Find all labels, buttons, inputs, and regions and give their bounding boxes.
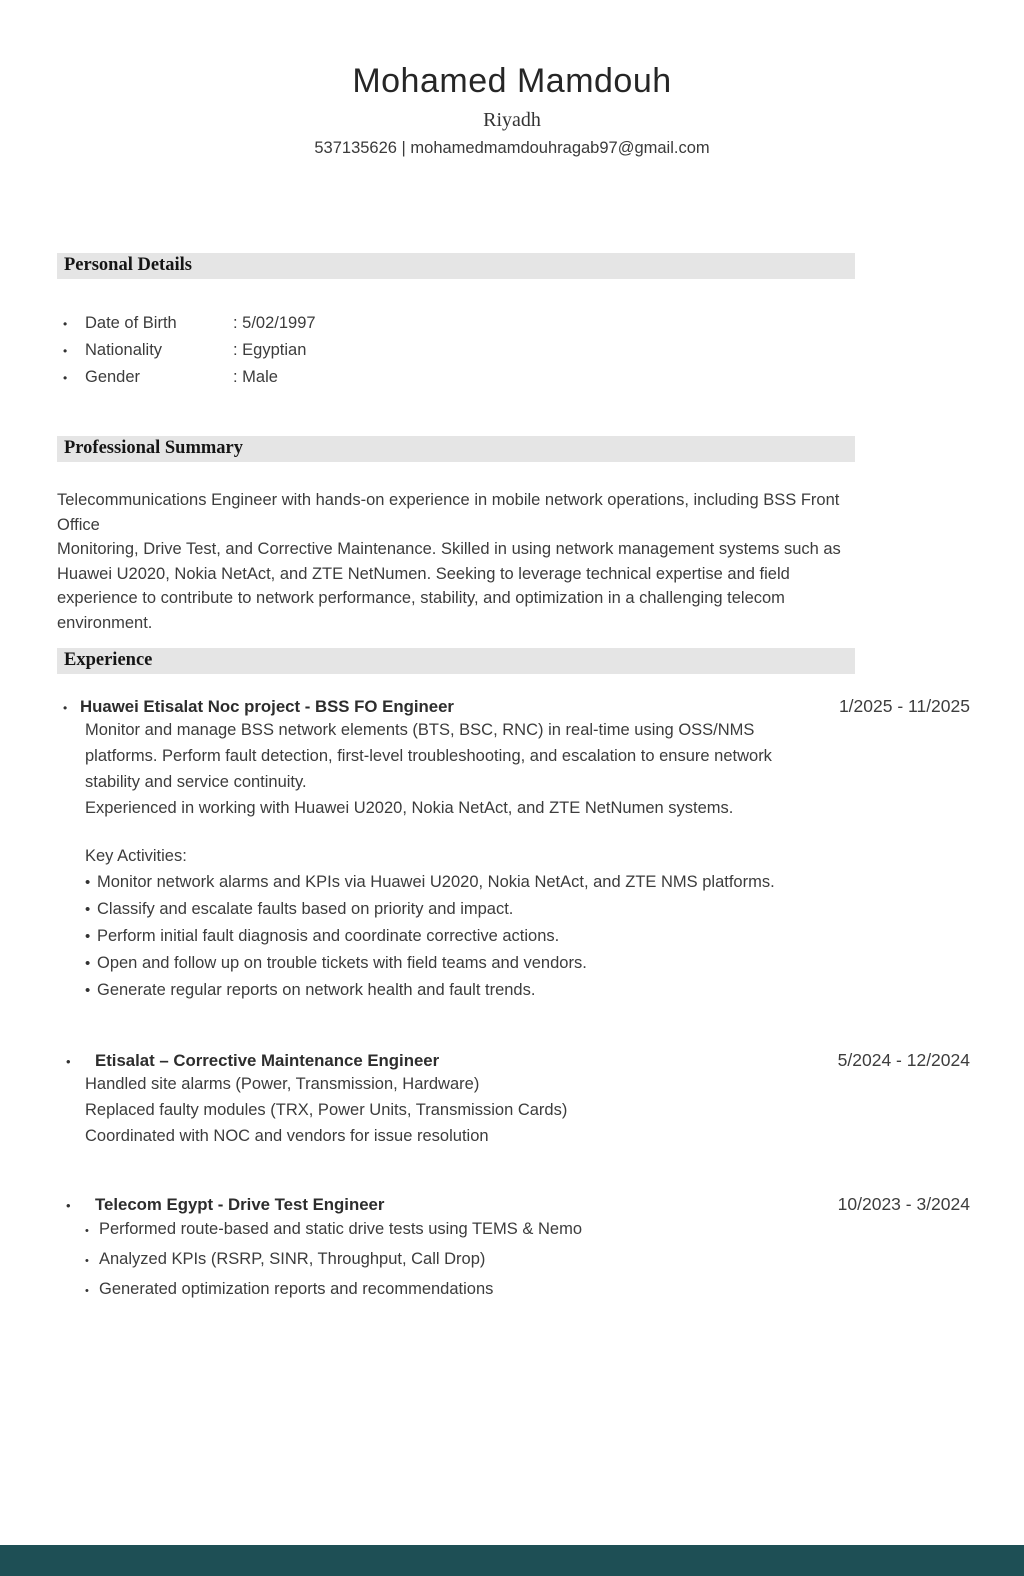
professional-summary-text [57,488,852,635]
detail-value: : 5/02/1997 [233,314,316,332]
job-paragraph: Monitor and manage BSS network elements (BTS, BSC, RNC) in real-time using OSS/NMS platforms. Perform fault detection, first-level troubleshooting, and escalation to ensure network stability and service continuity. [85,721,772,791]
bullet-icon: • [63,317,68,331]
job-title-row [57,1195,838,1215]
bullet-icon: • [63,344,68,358]
list-item [57,337,1024,364]
section-header-experience: Experience [57,648,855,674]
bullet-text: Open and follow up on trouble tickets with field teams and vendors. [97,954,587,972]
experience-entry [57,1050,970,1149]
list-item [85,950,815,977]
key-activities-label: Key Activities: [85,847,187,865]
list-item [57,310,1024,337]
personal-details-list [57,310,1024,391]
resume-header [0,0,1024,158]
bullet-icon: • [85,901,91,918]
resume-body [0,253,1024,1305]
list-item [85,1275,815,1305]
list-item [85,896,815,923]
detail-value: : Male [233,368,278,386]
candidate-location: Riyadh [483,109,541,131]
job-dates: 10/2023 - 3/2024 [837,1194,970,1214]
job-paragraph: Experienced in working with Huawei U2020, Nokia NetAct, and ZTE NetNumen systems. [85,799,734,817]
candidate-contact: 537135626 | mohamedmamdouhragab97@gmail.com [314,139,710,157]
bullet-icon: • [66,1054,71,1069]
bullet-icon: • [85,1285,89,1297]
experience-entry [57,696,970,1004]
job-title-row [57,1051,838,1071]
list-item [85,923,815,950]
job-title-row [57,697,839,717]
bullet-text: Classify and escalate faults based on priority and impact. [97,900,514,918]
bullet-icon: • [63,701,68,715]
section-header-professional-summary: Professional Summary [57,436,855,462]
candidate-name: Mohamed Mamdouh [352,62,672,100]
detail-value: : Egyptian [233,341,307,359]
bullet-text: Monitor network alarms and KPIs via Huawei U2020, Nokia NetAct, and ZTE NMS platforms. [97,873,775,891]
job-line: Coordinated with NOC and vendors for issue resolution [85,1127,489,1145]
job-header [57,1194,970,1215]
summary-paragraph: Telecommunications Engineer with hands-on experience in mobile network operations, including BSS Front Office [57,491,840,534]
list-item [85,869,815,896]
detail-label: Gender [85,368,141,386]
list-item [85,1245,815,1275]
job-body [85,717,815,1004]
bullet-icon: • [85,874,91,891]
job-line: Handled site alarms (Power, Transmission, Hardware) [85,1075,480,1093]
list-item [85,977,815,1004]
experience-entry [57,1194,970,1305]
job-title: Etisalat – Corrective Maintenance Engineer [95,1051,440,1070]
bullet-text: Generate regular reports on network health and fault trends. [97,981,536,999]
job-dates: 1/2025 - 11/2025 [838,696,970,716]
job-title: Huawei Etisalat Noc project - BSS FO Engineer [80,697,454,716]
section-header-personal-details: Personal Details [57,253,855,279]
bullet-icon: • [85,1255,89,1267]
key-activities-list [85,869,815,1004]
bullet-icon: • [63,371,68,385]
job-title: Telecom Egypt - Drive Test Engineer [95,1195,385,1214]
job-header [57,696,970,717]
job-body [85,1215,815,1305]
detail-label: Date of Birth [85,314,177,332]
bullet-text: Generated optimization reports and recommendations [99,1280,494,1298]
summary-paragraph: Monitoring, Drive Test, and Corrective Maintenance. Skilled in using network management systems such as Huawei U2020, Nokia NetAct, and ZTE NetNumen. Seeking to leverage technical expertise and field experience to contribute to network performance, stability, and optimization in a challenging telecom environment. [57,540,841,632]
job-line: Replaced faulty modules (TRX, Power Units, Transmission Cards) [85,1101,568,1119]
bullet-text: Perform initial fault diagnosis and coordinate corrective actions. [97,927,560,945]
job-header [57,1050,970,1071]
list-item [85,1215,815,1245]
bullet-icon: • [85,982,91,999]
job-dates: 5/2024 - 12/2024 [837,1050,970,1070]
bullet-icon: • [85,928,91,945]
bullet-text: Analyzed KPIs (RSRP, SINR, Throughput, Call Drop) [99,1250,486,1268]
job-body [85,1071,815,1149]
list-item [57,364,1024,391]
detail-label: Nationality [85,341,163,359]
bullet-icon: • [85,955,91,972]
bullet-icon: • [85,1225,89,1237]
footer-accent-bar [0,1545,1024,1576]
bullet-text: Performed route-based and static drive tests using TEMS & Nemo [99,1220,582,1238]
bullet-icon: • [66,1198,71,1213]
